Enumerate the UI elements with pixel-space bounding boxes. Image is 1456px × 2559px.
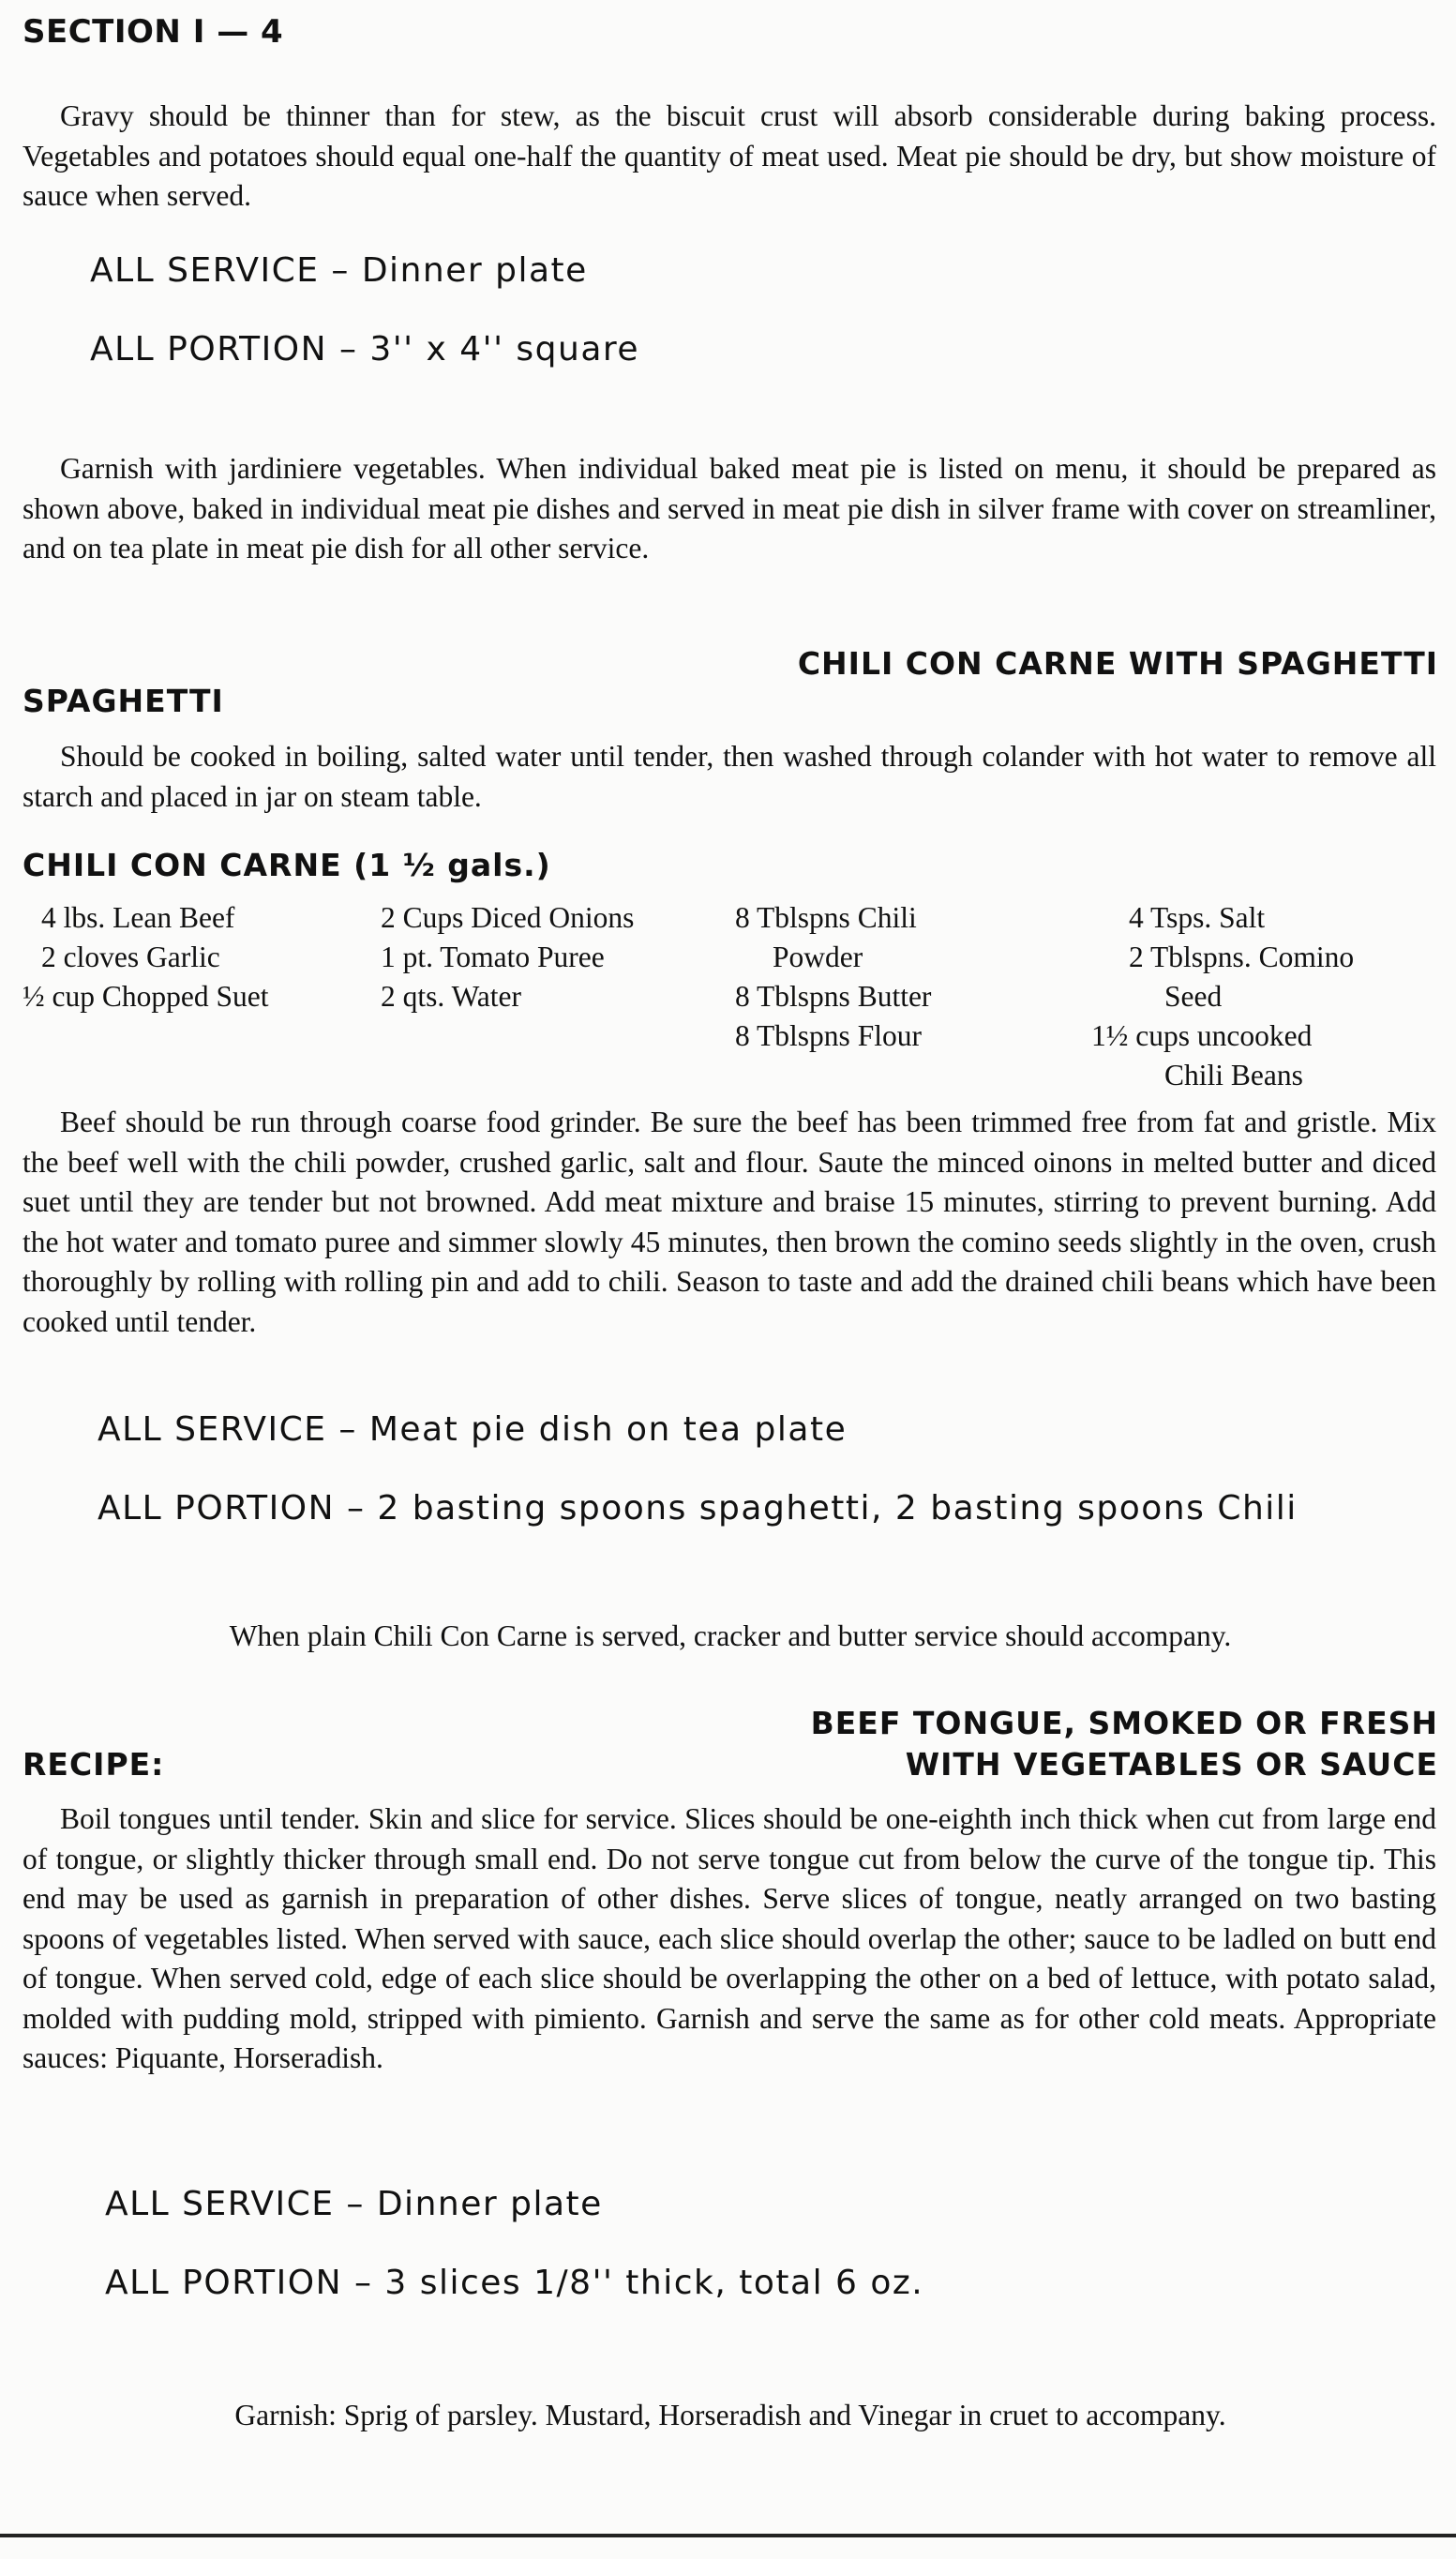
tongue-title-line-2: WITH VEGETABLES OR SAUCE [905,1746,1438,1783]
tongue-portion: ALL PORTION – 3 slices 1/8'' thick, total 6 oz. [105,2264,924,2302]
ingredient: 1 pt. Tomato Puree [381,941,605,973]
chili-note: When plain Chili Con Carne is served, cracker and butter service should accompany. [229,1619,1232,1652]
chili-method: Beef should be run through coarse food grinder. Be sure the beef has been trimmed free from fat and gristle. Mix the beef well with the chili powder, crushed garlic, salt and flour. Saute the minced oinons in melted butter and diced suet until they are tender but not browned. Add meat mixture and braise 15 minutes, stirring to prevent burning. Add the hot water and tomato puree and simmer slowly 45 minutes, then brown the comino seeds slightly in the oven, crush thoroughly by rolling with rolling pin and add to chili. Season to taste and add the drained chili beans which have been cooked until tender. [23,1106,1436,1338]
ingredient: 1½ cups uncooked [1091,1019,1313,1052]
chili-recipe-heading: CHILI CON CARNE (1 ½ gals.) [23,847,551,883]
spaghetti-text: Should be cooked in boiling, salted water until tender, then washed through colander with hot water to remove all starch and placed in jar on steam table. [23,740,1436,813]
ingredient: Powder [773,941,863,973]
tongue-text: Boil tongues until tender. Skin and slice for service. Slices should be one-eighth inch thick when cut from large end of tongue, or slightly thicker through small end. Do not serve tongue cut from below the curve of the tongue tip. This end may be used as garnish in preparation of other dishes. Serve slices of tongue, neatly arranged on two basting spoons of vegetables listed. When served with sauce, each slice should overlap the other; sauce to be ladled on butt end of tongue. When served cold, edge of each slice should be overlapping the other on a bed of lettuce, with potato salad, molded with pudding mold, stripped with pimiento. Garnish and serve the same as for other cold meats. Appropriate sauces: Piquante, Horseradish. [23,1802,1436,2074]
ingredient: ½ cup Chopped Suet [23,980,269,1013]
spaghetti-heading: SPAGHETTI [23,683,224,719]
meat-pie-garnish-paragraph: Garnish with jardiniere vegetables. When individual baked meat pie is listed on menu, it should be prepared as shown above, baked in individual meat pie dishes and served in meat pie dish in silver frame with cover on streamliner, and on tea plate in meat pie dish for all other service. [23,452,1436,564]
ingredient: Chili Beans [1164,1059,1303,1091]
ingredient: 2 Tblspns. Comino [1129,941,1355,973]
ingredient: 2 qts. Water [381,980,521,1013]
section-header: SECTION I — 4 [23,13,284,51]
chili-service: ALL SERVICE – Meat pie dish on tea plate [98,1410,848,1449]
meat-pie-portion: ALL PORTION – 3'' x 4'' square [90,330,640,369]
ingredient: 4 Tsps. Salt [1129,901,1266,934]
ingredient: 4 lbs. Lean Beef [41,901,235,934]
ingredient: 2 cloves Garlic [41,941,220,973]
tongue-garnish: Garnish: Sprig of parsley. Mustard, Horseradish and Vinegar in cruet to accompany. [234,2399,1226,2431]
meat-pie-paragraph: Gravy should be thinner than for stew, as the biscuit crust will absorb considerable during baking process. Vegetables and potatoes should equal one-half the quantity of meat used. Meat pie should be dry, but show moisture of sauce when served. [23,99,1436,212]
ingredient: Seed [1164,980,1223,1013]
ingredient: 8 Tblspns Chili [735,901,917,934]
ingredient: 2 Cups Diced Onions [381,901,635,934]
tongue-title-line-1: BEEF TONGUE, SMOKED OR FRESH [810,1705,1438,1741]
ingredient-list [23,898,1438,1095]
tongue-service: ALL SERVICE – Dinner plate [105,2185,603,2223]
ingredient: 8 Tblspns Butter [735,980,932,1013]
page-bottom-rule [0,2534,1456,2537]
chili-title: CHILI CON CARNE WITH SPAGHETTI [797,645,1438,682]
ingredient: 8 Tblspns Flour [735,1019,922,1052]
meat-pie-service: ALL SERVICE – Dinner plate [90,251,588,290]
chili-portion: ALL PORTION – 2 basting spoons spaghetti, 2 basting spoons Chili [98,1489,1298,1528]
recipe-label: RECIPE: [23,1746,165,1783]
